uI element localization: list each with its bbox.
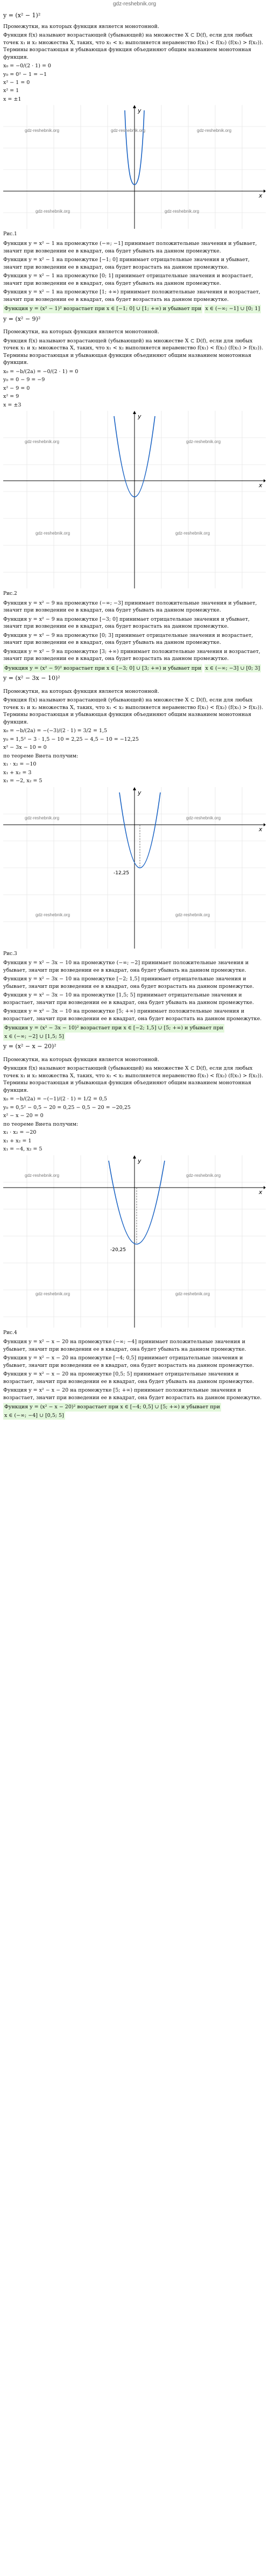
graph-watermark: gdz-reshebnik.org xyxy=(186,1173,221,1178)
next-function-formula: y = (x² − 9)² xyxy=(3,315,41,322)
graph-4 xyxy=(3,1155,266,1328)
graph-2-svg xyxy=(3,411,266,588)
figure-caption: Рис.2 xyxy=(3,591,17,597)
calc-line: x₀ = −b/(2a) = −0/(2 · 1) = 0 xyxy=(3,368,79,375)
y-arrow xyxy=(133,105,136,108)
calc-line: x₀ = −b/(2a) = −(−3)/(2 · 1) = 3/2 = 1,5 xyxy=(3,728,108,734)
result-highlight: x ∈ (−∞; −2] ∪ [1,5; 5] xyxy=(3,1033,65,1041)
monotonic-definition: Функция f(x) называют возрастающей (убывающей) на множестве X ⊂ D(f), если для любых точек x₁ и x₂ множества X, таких, что x₁ < x₂ выполняется неравенство f(x₁) < f(x₂) (f(x₁) > f(x₂)). Термины возрастающая и убывающая функция объединяют общим названием монотонная функция. xyxy=(3,32,264,60)
monotonic-definition: Функция f(x) называют возрастающей (убывающей) на множестве X ⊂ D(f), если для любых точек x₁ и x₂ множества X, таких, что x₁ < x₂ выполняется неравенство f(x₁) < f(x₂) (f(x₁) > f(x₂)). Термины возрастающая и убывающая функция объединяют общим названием монотонная функция. xyxy=(3,1065,264,1093)
interval-text: Функция y = x² − x − 20 на промежутке [−4; 0,5] принимает отрицательные значения и убывает, значит при возведении ее в квадрат, она будет возрастать на данном промежутке. xyxy=(3,1355,254,1368)
y-axis-label: y xyxy=(138,1157,141,1164)
x-axis-label: x xyxy=(259,825,263,833)
interval-text: Функция y = x² − x − 20 на промежутке [0,5; 5] принимает отрицательные значения и возрастает, значит при возведении ее в квадрат, она будет убывать на данном промежутке. xyxy=(3,1371,254,1385)
interval-text: Функция y = x² − 9 на промежутке [−3; 0] принимает отрицательные значения и убывает, значит при возведении ее в квадрат, она будет возрастать на данном промежутке. xyxy=(3,616,250,630)
calc-line: x² = 1 xyxy=(3,88,19,94)
result-line xyxy=(3,1403,266,1420)
calc-line: x₁ + x₂ = 1 xyxy=(3,1138,32,1144)
figure-caption: Рис.3 xyxy=(3,951,17,957)
interval-text: Функция y = x² − 1 на промежутке [−1; 0] принимает отрицательные значения и убывает, значит при возведении ее в квадрат, она будет возрастать на данном промежутке. xyxy=(3,257,250,270)
figure-caption: Рис.1 xyxy=(3,231,17,237)
interval-text: Функция y = x² − 3x − 10 на промежутке [5; +∞) принимает положительные значения и возрастает, значит при возведении ее в квадрат, она будет возрастать на данном промежутке. xyxy=(3,1008,262,1022)
interval-text: Функция y = x² − 9 на промежутке (−∞; −3] принимает положительные значения и убывает, значит при возведении ее в квадрат, она будет убывать на данном промежутке. xyxy=(3,600,257,614)
x-arrow xyxy=(264,479,266,482)
graph-watermark: gdz-reshebnik.org xyxy=(197,128,232,134)
calc-line: x = ±3 xyxy=(3,402,22,408)
vertex-value-label: -12,25 xyxy=(114,870,130,876)
result-line xyxy=(3,664,266,672)
graph-watermark: gdz-reshebnik.org xyxy=(25,1173,60,1178)
graph-watermark: gdz-reshebnik.org xyxy=(165,209,200,214)
interval-text: Функция y = x² − 9 на промежутке [3; +∞) принимает положительные значения и возрастает, значит при возведении ее в квадрат, она будет возрастать на данном промежутке. xyxy=(3,648,260,662)
graph-watermark: gdz-reshebnik.org xyxy=(36,209,70,214)
interval-text: Функция y = x² − 1 на промежутке (−∞; −1] принимает положительные значения и убывает, значит при возведении ее в квадрат, она будет убывать на данном промежутке. xyxy=(3,241,257,254)
y-arrow xyxy=(133,411,136,414)
calc-line: x² − 3x − 10 = 0 xyxy=(3,745,47,751)
calc-line: x₁ + x₂ = 3 xyxy=(3,769,32,776)
x-arrow xyxy=(264,823,266,826)
interval-text: Функция y = x² − 3x − 10 на промежутке [1,5; 5] принимает отрицательные значения и возрастает, значит при возведении ее в квадрат, она будет убывать на данном промежутке. xyxy=(3,992,254,1006)
monotonic-heading: Промежутки, на которых функция является монотонной. xyxy=(3,688,159,694)
calc-line: по теореме Виета получим: xyxy=(3,753,79,759)
monotonic-heading: Промежутки, на которых функция является монотонной. xyxy=(3,1056,159,1063)
calc-line: x₁ · x₂ = −10 xyxy=(3,761,37,768)
result-text: Функция y = (x² − x − 20)² возрастает при x ∈ [−4; 0,5] ∪ [5; +∞) и убывает при xyxy=(3,1403,221,1411)
graph-4-svg xyxy=(3,1155,266,1328)
figure-caption: Рис.4 xyxy=(3,1330,17,1336)
calc-line: x₁ · x₂ = −20 xyxy=(3,1129,37,1136)
y-axis-label: y xyxy=(138,413,141,420)
x-arrow xyxy=(264,1186,266,1189)
graph-2 xyxy=(3,411,266,588)
calc-line: x² − 1 = 0 xyxy=(3,80,30,86)
x-arrow xyxy=(264,189,266,193)
calc-line: y₀ = 0 − 9 = −9 xyxy=(3,377,45,383)
calc-line: y₀ = 1,5² − 3 · 1,5 − 10 = 2,25 − 4,5 − 10 = −12,25 xyxy=(3,736,139,742)
interval-text: Функция y = x² − 1 на промежутке [0; 1] принимает отрицательные значения и возрастает, значит при возведении ее в квадрат, она будет убывать на данном промежутке. xyxy=(3,273,253,286)
result-highlight: x ∈ (−∞; −4] ∪ [0,5; 5] xyxy=(3,1412,65,1420)
y-arrow xyxy=(133,1155,136,1159)
result-text: Функция y = (x² − 3x − 10)² возрастает при x ∈ [−2; 1,5] ∪ [5; +∞) и убывает при xyxy=(3,1024,224,1032)
monotonic-definition: Функция f(x) называют возрастающей (убывающей) на множестве X ⊂ D(f), если для любых точек x₁ и x₂ множества X, таких, что x₁ < x₂ выполняется неравенство f(x₁) < f(x₂) (f(x₁) > f(x₂)). Термины возрастающая и убывающая функция объединяют общим названием монотонная функция. xyxy=(3,697,264,725)
calc-line: y₀ = 0,5² − 0,5 − 20 = 0,25 − 0,5 − 20 = −20,25 xyxy=(3,1104,131,1111)
graph-watermark: gdz-reshebnik.org xyxy=(175,531,210,536)
interval-text: Функция y = x² − 3x − 10 на промежутке (−∞; −2] принимает положительные значения и убывает, значит при возведении ее в квадрат, она будет убывать на данном промежутке. xyxy=(3,960,249,973)
graph-watermark: gdz-reshebnik.org xyxy=(36,531,70,536)
y-axis-label: y xyxy=(138,789,141,796)
graph-watermark: gdz-reshebnik.org xyxy=(36,1291,70,1296)
graph-watermark: gdz-reshebnik.org xyxy=(36,912,70,917)
result-highlight: x ∈ (−∞; −1] ∪ [0; 1] xyxy=(204,305,261,313)
calculation-block xyxy=(3,1096,266,1153)
calc-line: x₁ = −2, x₂ = 5 xyxy=(3,778,43,784)
result-highlight: x ∈ (−∞; −3] ∪ [0; 3] xyxy=(204,664,261,672)
graph-watermark: gdz-reshebnik.org xyxy=(175,912,210,917)
graph-watermark: gdz-reshebnik.org xyxy=(25,128,60,134)
content xyxy=(0,9,269,1420)
interval-text: Функция y = x² − 1 на промежутке [1; +∞) принимает положительные значения и возрастает, значит при возведении ее в квадрат, она будет возрастать на данном промежутке. xyxy=(3,289,260,303)
result-text: Функция y = (x² − 9)² возрастает при x ∈ [−3; 0] ∪ [3; +∞) и убывает при xyxy=(3,664,202,672)
interval-text: Функция y = x² − x − 20 на промежутке [5; +∞) принимает положительные значения и возрастает, значит при возведении ее в квадрат, она будет возрастать на данном промежутке. xyxy=(3,1387,262,1401)
calc-line: по теореме Виета получим: xyxy=(3,1121,79,1127)
graph-3 xyxy=(3,787,266,949)
x-axis-label: x xyxy=(259,1188,263,1196)
monotonic-heading: Промежутки, на которых функция является монотонной. xyxy=(3,23,159,30)
graph-3-svg xyxy=(3,787,266,949)
next-function-formula: y = (x² − 3x − 10)² xyxy=(3,675,60,682)
graph-watermark: gdz-reshebnik.org xyxy=(25,439,60,445)
site-header[interactable] xyxy=(0,0,269,9)
monotonic-definition: Функция f(x) называют возрастающей (убывающей) на множестве X ⊂ D(f), если для любых точек x₁ и x₂ множества X, таких, что x₁ < x₂ выполняется неравенство f(x₁) < f(x₂) (f(x₁) > f(x₂)). Термины возрастающая и убывающая функция объединяют общим названием монотонная функция. xyxy=(3,338,264,366)
problem-section-3 xyxy=(3,688,266,1051)
calculation-block xyxy=(3,62,266,103)
graph-1-svg xyxy=(3,105,266,229)
interval-text: Функция y = x² − 9 на промежутке [0; 3] принимает отрицательные значения и возрастает, значит при возведении ее в квадрат, она будет убывать на данном промежутке. xyxy=(3,632,253,646)
y-arrow xyxy=(133,787,136,790)
calc-line: x₁ = −4, x₂ = 5 xyxy=(3,1146,43,1153)
x-axis-label: x xyxy=(259,192,263,200)
y-axis-label: y xyxy=(138,107,141,115)
calculation-block xyxy=(3,727,266,784)
graph-1 xyxy=(3,105,266,229)
calc-line: x = ±1 xyxy=(3,96,22,102)
monotonic-heading: Промежутки, на которых функция является монотонной. xyxy=(3,329,159,335)
problem-section-1 xyxy=(3,11,266,323)
vertex-value-label: -20,25 xyxy=(110,1247,126,1253)
calculation-block xyxy=(3,368,266,409)
graph-watermark: gdz-reshebnik.org xyxy=(186,815,221,820)
interval-text: Функция y = x² − 3x − 10 на промежутке [−2; 1,5] принимает отрицательные значения и убывает, значит при возведении ее в квадрат, она будет возрастать на данном промежутке. xyxy=(3,976,254,989)
calc-line: y₀ = 0² − 1 = −1 xyxy=(3,71,47,78)
function-formula: y = (x² − 1)² xyxy=(3,12,41,19)
result-text: Функция y = (x² − 1)² возрастает при x ∈ [−1; 0] ∪ [1; +∞) и убывает при xyxy=(3,305,202,313)
calc-line: x² − 9 = 0 xyxy=(3,385,30,391)
graph-watermark: gdz-reshebnik.org xyxy=(175,1291,210,1296)
calc-line: x₀ = −0/(2 · 1) = 0 xyxy=(3,63,51,69)
site-watermark[interactable]: gdz-reshebnik.org xyxy=(112,1,157,7)
graph-watermark: gdz-reshebnik.org xyxy=(25,815,60,820)
problem-section-2 xyxy=(3,328,266,683)
result-line xyxy=(3,1024,266,1041)
next-function-formula: y = (x² − x − 20)² xyxy=(3,1043,56,1050)
calc-line: x² − x − 20 = 0 xyxy=(3,1113,44,1119)
problem-section-4 xyxy=(3,1056,266,1420)
x-axis-label: x xyxy=(259,482,263,489)
result-line xyxy=(3,305,266,313)
graph-watermark: gdz-reshebnik.org xyxy=(111,128,146,134)
calc-line: x² = 9 xyxy=(3,394,19,400)
calc-line: x₀ = −b/(2a) = −(−1)/(2 · 1) = 1/2 = 0,5 xyxy=(3,1096,108,1103)
graph-watermark: gdz-reshebnik.org xyxy=(186,439,221,445)
interval-text: Функция y = x² − x − 20 на промежутке (−∞; −4] принимает положительные значения и убывает, значит при возведении ее в квадрат, она будет убывать на данном промежутке. xyxy=(3,1339,246,1352)
